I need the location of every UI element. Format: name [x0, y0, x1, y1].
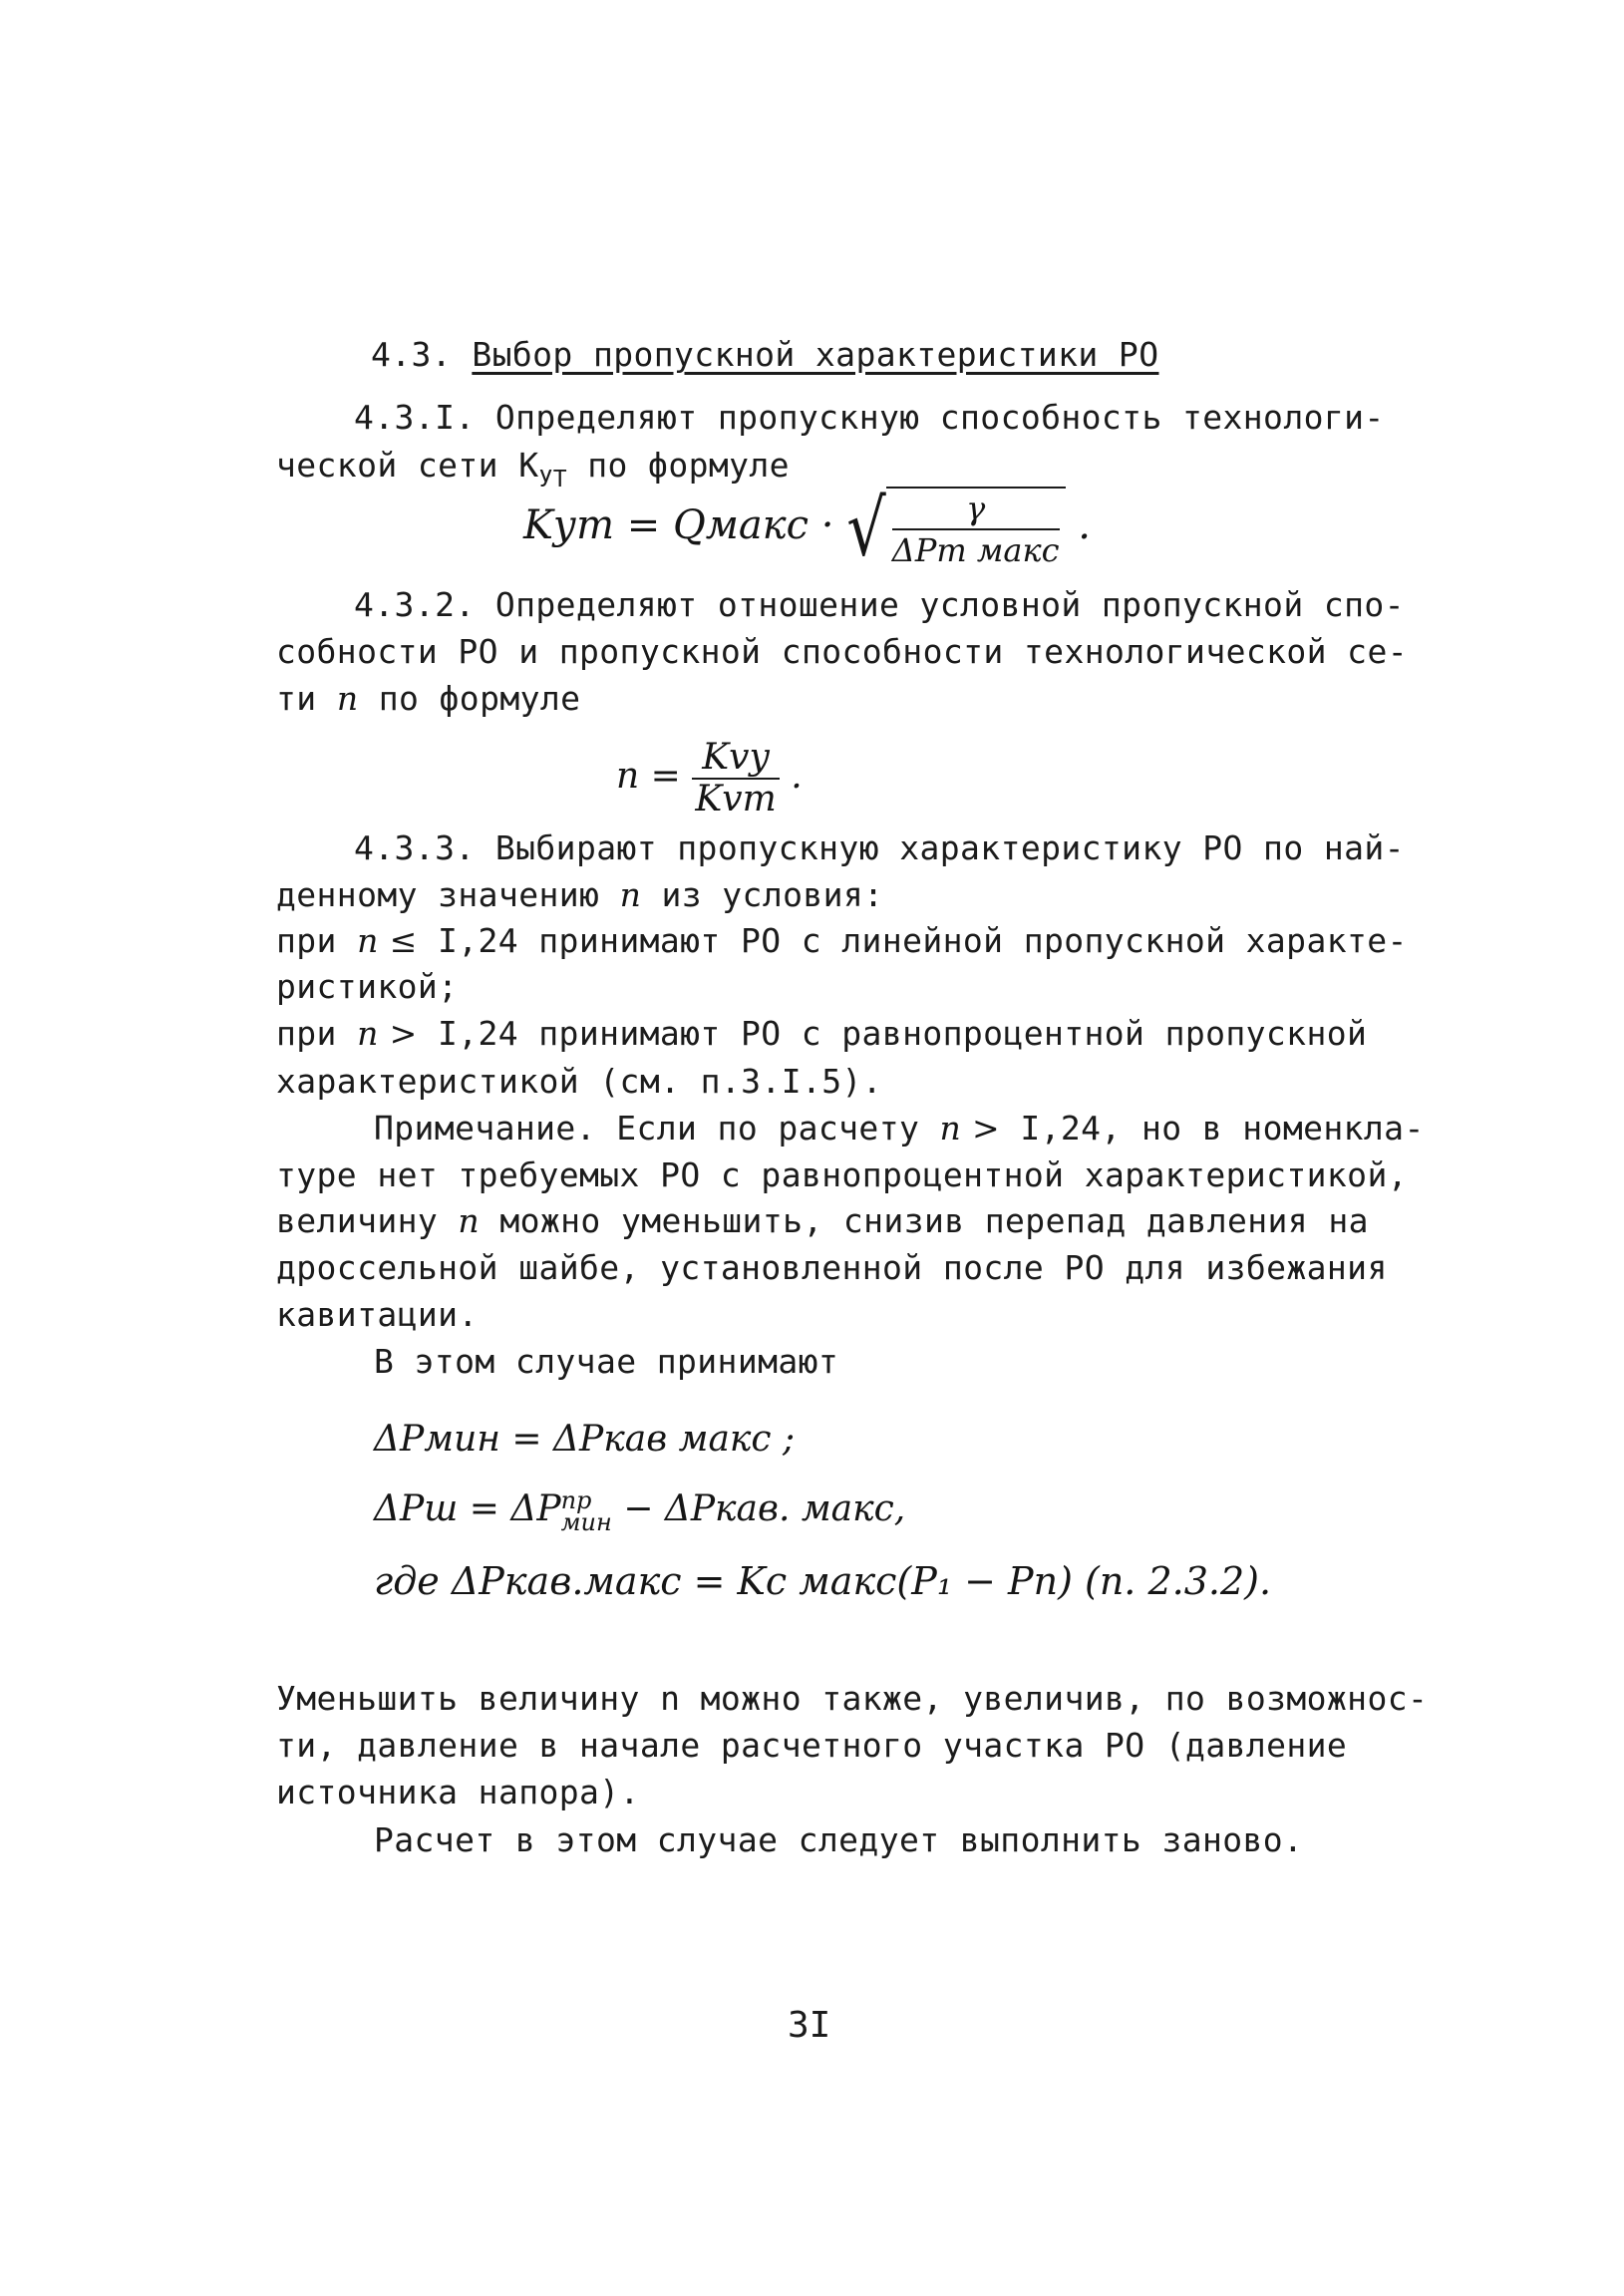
note-line5: кавитации. — [276, 1295, 479, 1334]
p432-line2: собности РО и пропускной способности технологической се- — [276, 632, 1408, 671]
variable-n: n — [458, 1201, 481, 1240]
formula-kut-end: . — [1078, 502, 1091, 548]
p433-line4: ристикой; — [276, 967, 459, 1006]
p431-line2-subscript: УТ — [538, 467, 567, 492]
page-number: 3I — [788, 2005, 831, 2046]
formula-kut-dot: · — [820, 502, 834, 548]
p433-line5-tail: I,24 принимают РО с равнопроцентной пропускной — [417, 1014, 1368, 1053]
variable-n: n — [336, 679, 359, 718]
formula-n-denominator: Kvт — [695, 779, 777, 820]
note-line3 — [276, 1197, 1369, 1245]
note-line1-tail: I,24, но в номенкла- — [1000, 1109, 1425, 1148]
tail-line4: Расчет в этом случае следует выполнить заново. — [374, 1820, 1304, 1859]
p433-line5 — [276, 1010, 1367, 1058]
p433-line2-tail: из условия: — [641, 875, 884, 914]
formula-kut — [523, 482, 1091, 573]
formula-dp-sh — [374, 1485, 906, 1536]
formula-n-numerator: Kvy — [692, 738, 780, 780]
section-title: Выбор пропускной характеристики РО — [472, 335, 1159, 374]
note-line2: туре нет требуемых РО с равнопроцентной характеристикой, — [276, 1155, 1408, 1194]
variable-n: n — [619, 875, 642, 914]
formula-n — [616, 738, 803, 820]
formula-dp-sh-sub: мин — [560, 1508, 612, 1536]
formula-dp-kav: где ΔPкав.макс = Kc макс(P₁ − Pп) (п. 2.3.2). — [374, 1559, 1272, 1603]
p432-line3 — [276, 675, 580, 723]
formula-kut-numerator: γ — [892, 489, 1060, 530]
formula-n-fraction — [692, 738, 780, 820]
formula-kut-denominator: ΔPт макс — [891, 531, 1060, 569]
note-line6: В этом случае принимают — [374, 1342, 839, 1381]
note-line1-text: Примечание. Если по расчету — [374, 1109, 940, 1148]
formula-dp-sh-supsub — [560, 1486, 612, 1536]
p431-line1: 4.3.I. Определяют пропускную способность технологи- — [354, 398, 1385, 437]
condition-n-gt: n > — [939, 1109, 1001, 1148]
condition-n-le: n ≤ — [357, 921, 418, 960]
formula-kut-fraction — [892, 489, 1060, 570]
p431-line2-text: ческой сети К — [276, 446, 539, 485]
p433-line3 — [276, 917, 1408, 965]
formula-n-end: . — [791, 756, 803, 797]
note-line1 — [374, 1105, 1425, 1152]
tail-line3: источника напора). — [276, 1773, 640, 1811]
section-number: 4.3. — [371, 335, 453, 374]
p433-line2 — [276, 871, 883, 919]
note-line3-text: величину — [276, 1201, 459, 1240]
formula-kut-sqrt — [846, 482, 1065, 573]
tail-line1: Уменьшить величину n можно также, увеличив, по возможнос- — [276, 1679, 1429, 1718]
formula-dp-min: ΔPмин = ΔPкав макс ; — [374, 1419, 796, 1460]
p433-line3-tail: I,24 принимают РО с линейной пропускной характе- — [417, 921, 1408, 960]
formula-kut-lhs: Kут = Qмакс — [523, 502, 810, 548]
p432-line3-tail: по формуле — [358, 679, 581, 718]
tail-line2: ти, давление в начале расчетного участка РО (давление — [276, 1726, 1348, 1765]
p433-line2-text: денному значению — [276, 875, 620, 914]
note-line3-tail: можно уменьшить, снизив перепад давления на — [480, 1201, 1369, 1240]
sqrt-body — [886, 487, 1066, 570]
formula-n-lhs: n = — [616, 756, 681, 797]
section-heading — [371, 331, 1158, 379]
condition-n-gt: n > — [357, 1014, 418, 1053]
sqrt-sign: √ — [846, 482, 886, 573]
p433-line6: характеристикой (см. п.3.I.5). — [276, 1062, 883, 1101]
formula-dp-sh-rhs: − ΔPкав. макс, — [611, 1488, 906, 1529]
formula-dp-sh-lhs: ΔPш = ΔP — [374, 1488, 561, 1529]
p431-line2-tail: по формуле — [566, 446, 790, 485]
formula-dp-sh-sup: пр — [560, 1486, 592, 1514]
p433-line5-text: при — [276, 1014, 358, 1053]
p433-line3-text: при — [276, 921, 358, 960]
p433-line1: 4.3.3. Выбирают пропускную характеристику РО по най- — [354, 828, 1405, 867]
note-line4: дроссельной шайбе, установленной после РО для избежания — [276, 1248, 1388, 1287]
p432-line1: 4.3.2. Определяют отношение условной пропускной спо- — [354, 585, 1405, 624]
p432-line3-text: ти — [276, 679, 337, 718]
